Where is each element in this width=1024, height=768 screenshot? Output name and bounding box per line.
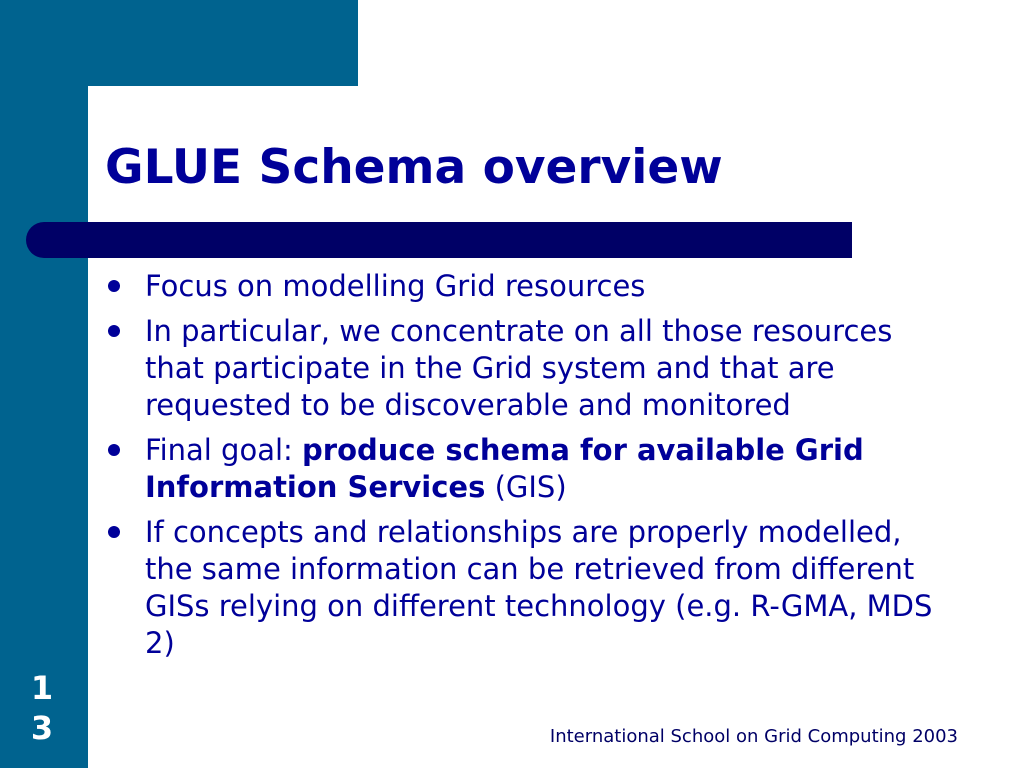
slide-title: GLUE Schema overview — [105, 140, 723, 195]
title-underline-bar — [26, 222, 852, 258]
slide-number — [24, 668, 60, 748]
bullet-dot-icon — [108, 280, 120, 292]
left-frame-bar — [0, 0, 88, 768]
bullet-dot-icon — [108, 526, 120, 538]
bullet-dot-icon — [108, 444, 120, 456]
bullet-dot-icon — [108, 325, 120, 337]
bullet-text: In particular, we concentrate on all those resources that participate in the Grid system and that are requested to be discoverable and monitored — [145, 314, 893, 422]
bullet-item — [105, 514, 955, 662]
bullet-text: If concepts and relationships are properly modelled, the same information can be retrieved from different GISs relying on different technology (e.g. R-GMA, MDS 2) — [145, 515, 933, 660]
slide-number-line: 3 — [30, 709, 54, 747]
bullet-text-suffix: (GIS) — [485, 470, 567, 504]
slide-number-line: 1 — [30, 669, 54, 707]
bullet-item — [105, 268, 955, 305]
bullet-text: Focus on modelling Grid resources — [145, 269, 646, 303]
bullet-text-emphasis: produce schema for available Grid Information Services — [145, 433, 864, 504]
bullet-item — [105, 432, 955, 506]
bullet-list — [105, 268, 955, 670]
top-frame-bar — [0, 0, 358, 86]
footer-text: International School on Grid Computing 2003 — [549, 726, 958, 747]
bullet-text-prefix: Final goal: — [145, 433, 303, 467]
bullet-item — [105, 313, 955, 424]
